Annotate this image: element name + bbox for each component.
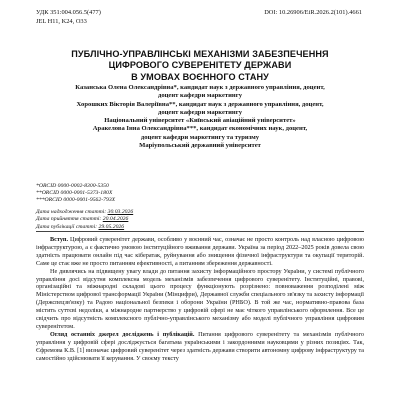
review-text: Питання цифрового суверенітету та механізмів публічного управління у цифровій сфері досліджується багатьма українськими і закордонними науковцями у різних позиціях. Так, Єфремова К.В. [1] визначає цифровий суверенітет через здатність держави створити автономну цифрову інфраструктуру та самостійно здійснювати її керування. У своєму тексту xyxy=(36,330,364,362)
accepted-date: 20.04.2026 xyxy=(102,216,129,223)
intro-text: Цифровий суверенітет держави, особливо у воєнний час, означає не просто контроль над власною цифровою інфраструктурою, а є фактично умовою інституційного вживання держави. Україна за період 2022–2025 років довела свою здатність працювати онлайн під час кібератак, руйнування або знищення фізичної інфраструктури та окупації територій. Саме це стає вже не просто питанням ефективності, а питанням збереження державності. xyxy=(36,236,365,267)
review-paragraph xyxy=(36,331,364,363)
published-label: Дата публікації статті: xyxy=(36,223,98,230)
intro-heading: Вступ. xyxy=(50,236,69,243)
orcid-list xyxy=(36,183,115,204)
article-title xyxy=(40,49,360,83)
orcid-line: **ORCID 0000-0001-5373-180X xyxy=(36,190,113,197)
doi-code: DOI: 10.26906/EiR.2026.2(101).4661 xyxy=(264,9,362,16)
title-line: ЦИФРОВОГО СУВЕРЕНІТЕТУ ДЕРЖАВИ xyxy=(108,60,292,71)
intro-paragraph xyxy=(36,236,364,268)
accepted-date-row xyxy=(36,216,133,223)
problem-paragraph: Не дивлячись на підвищену увагу влади до питання захисту інформаційного простору України, у системі публічного управління досі відсутня комплексна модель механізмів забезпечення цифрового суверенітету. Інституційні, правові, організаційні та міжнародні складові цього процесу функціонують розрізнено: повноваження розподілені між Міністерством цифрової трансформації України (Мінцифри), Державної служби спеціального зв'язку та захисту інформації (Держспецзв'язку) та Радою національної безпеки і оборони України (РНБО). В той же час, нормативно-правова база містить суттєві недоліки, а міжнародне партнерство у цифровій сфері не має чіткого управлінського оформлення. Все це свідчить про відсутність комплексного публічно-управлінського механізму або моделі публічного управління цифровим суверенітетом. xyxy=(36,267,364,330)
article-body xyxy=(36,236,364,363)
author-line: Маріупольський державний університет xyxy=(139,142,261,150)
author-line: доцент кафедри маркетингу xyxy=(158,92,242,100)
orcid-line: ***ORCID 0000-0001-9562-793X xyxy=(36,197,116,204)
author-line: доцент кафедри маркетингу та туризму xyxy=(140,133,260,141)
section-divider xyxy=(36,231,364,232)
author-block xyxy=(36,84,364,150)
title-line: В УМОВАХ ВОЄННОГО СТАНУ xyxy=(131,71,269,82)
article-dates xyxy=(36,209,133,231)
jel-code: JEL H11, K24, O33 xyxy=(36,18,87,25)
author-line: доцент кафедри маркетингу xyxy=(158,108,242,116)
review-heading: Огляд останніх джерел досліджень і публікацій. xyxy=(50,330,195,338)
received-date: 30.03.2026 xyxy=(107,209,134,215)
orcid-line: *ORCID 0000-0002-8300-5350 xyxy=(36,183,109,189)
author-line: Національний університет «Київський авіаційний університет» xyxy=(104,117,296,125)
author-line: Хорошких Вікторія Валеріївна**, кандидат наук з державного управління, доцент, xyxy=(76,100,324,108)
received-label: Дата надходження статті: xyxy=(36,209,107,215)
author-line: Аракелова Інна Олександрівна***, кандидат економічних наук, доцент, xyxy=(92,125,308,133)
accepted-label: Дата прийняття статті: xyxy=(36,216,102,223)
title-line: ПУБЛІЧНО-УПРАВЛІНСЬКІ МЕХАНІЗМИ ЗАБЕЗПЕЧЕННЯ xyxy=(71,49,329,59)
author-line: Казанська Олена Олександрівна*, кандидат наук з державного управління, доцент, xyxy=(75,84,325,91)
udk-code: УДК 351:004.056.5(477) xyxy=(36,9,101,16)
published-date-row xyxy=(36,224,133,231)
published-date: 29.05.2026 xyxy=(98,223,125,230)
